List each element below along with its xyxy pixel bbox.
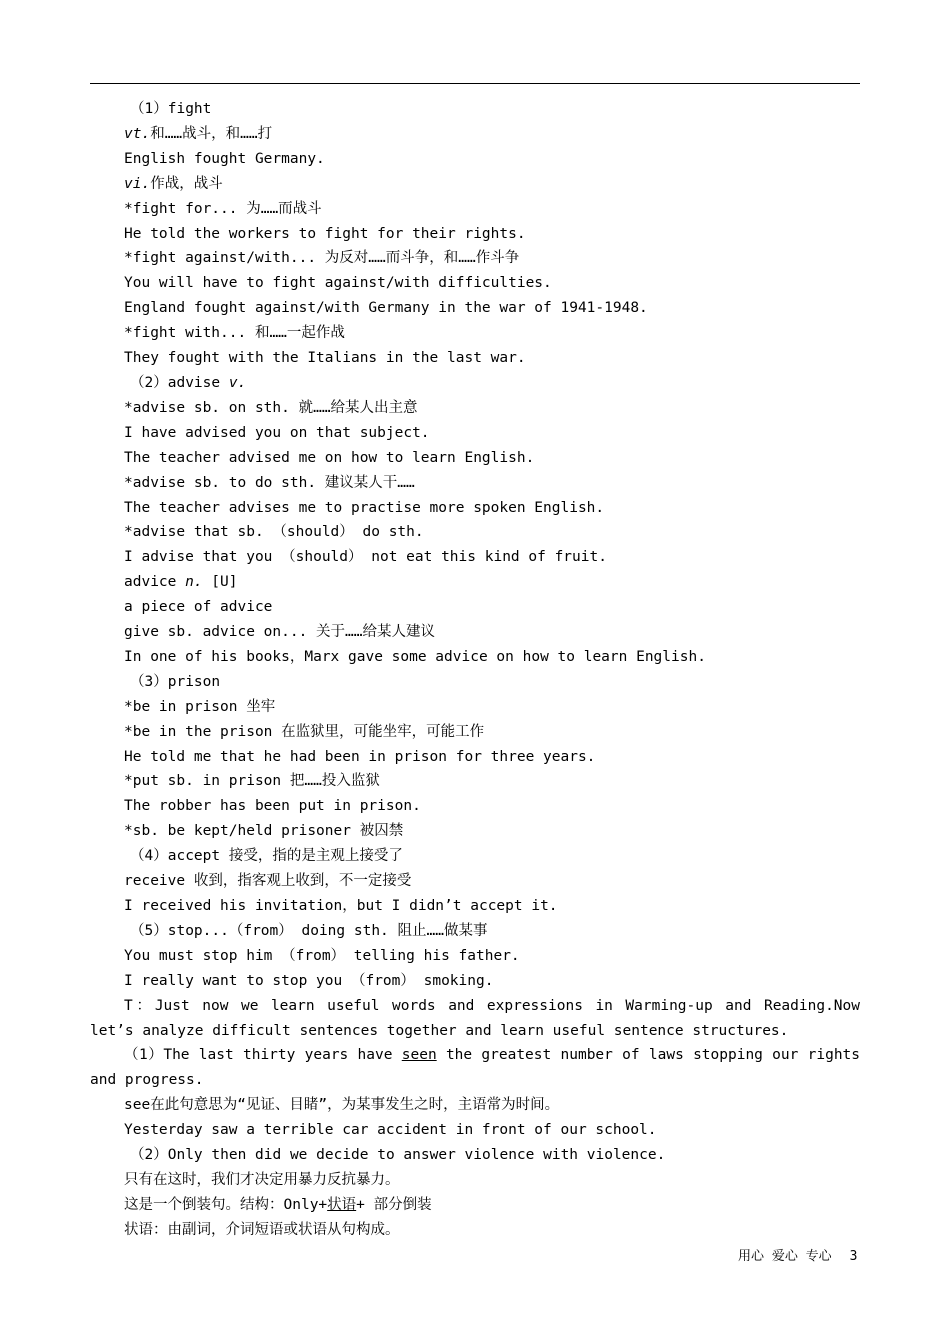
sentence-part: （1）The last thirty years have: [124, 1047, 402, 1064]
translation-line: 只有在这时，我们才决定用暴力反抗暴力。: [124, 1171, 400, 1188]
example-line: In one of his books，Marx gave some advice on how to learn English.: [124, 648, 706, 665]
phrase-line: *be in prison 坐牢: [124, 698, 276, 715]
example-line: I have advised you on that subject.: [124, 424, 430, 441]
structure-part: 这是一个倒装句。结构：Only+: [124, 1196, 328, 1213]
page-number: 3: [849, 1249, 858, 1264]
example-line: He told me that he had been in prison for three years.: [124, 748, 596, 765]
phrase-line: *be in the prison 在监狱里，可能坐牢，可能工作: [124, 723, 485, 740]
heading-fight: （1）fight: [130, 101, 212, 117]
phrase-line: *fight with... 和……一起作战: [124, 325, 345, 342]
example-line: He told the workers to fight for their rights.: [124, 225, 526, 242]
phrase-line: receive 收到，指客观上收到，不一定接受: [124, 873, 412, 890]
definition-line: [90, 172, 860, 197]
heading-accept: （4）accept 接受，指的是主观上接受了: [130, 848, 403, 865]
example-line: Yesterday saw a terrible car accident in front of our school.: [124, 1122, 657, 1139]
phrase-line: *advise that sb. （should） do sth.: [124, 524, 424, 541]
example-line: I received his invitation，but I didn’t accept it.: [124, 898, 558, 914]
page-content: [90, 97, 869, 1243]
sentence-1-paragraph: [90, 1043, 869, 1093]
definition-text: 和……战斗，和……打: [150, 125, 273, 142]
example-line: The teacher advises me to practise more spoken English.: [124, 499, 605, 516]
footer-text: 用心 爱心 专心: [738, 1249, 832, 1264]
phrase-line: *put sb. in prison 把……投入监狱: [124, 773, 380, 790]
explanation-line: see在此句意思为“见证、目睹”，为某事发生之时，主语常为时间。: [124, 1097, 560, 1114]
heading-stop: （5）stop...（from） doing sth. 阻止……做某事: [130, 922, 488, 939]
structure-line: [90, 1193, 860, 1218]
phrase-line: *advise sb. to do sth. 建议某人干……: [124, 474, 415, 491]
heading-text: （2）advise: [130, 374, 229, 391]
phrase-line: a piece of advice: [124, 599, 273, 616]
explanation-line: 状语：由副词，介词短语或状语从句构成。: [124, 1221, 400, 1238]
example-line: You must stop him （from） telling his father.: [124, 947, 520, 964]
definition-line: [90, 122, 860, 147]
example-line: English fought Germany.: [124, 150, 325, 167]
example-line: England fought against/with Germany in the war of 1941-1948.: [124, 300, 648, 317]
sentence-2-line: （2）Only then did we decide to answer violence with violence.: [130, 1147, 666, 1164]
example-line: I advise that you （should） not eat this kind of fruit.: [124, 549, 607, 566]
phrase-line: *fight for... 为……而战斗: [124, 200, 322, 217]
example-line: They fought with the Italians in the last war.: [124, 350, 526, 367]
sentence-part: the greatest number of laws stopping our rights and progress.: [90, 1047, 869, 1089]
example-line: The robber has been put in prison.: [124, 798, 421, 815]
example-line: You will have to fight against/with difficulties.: [124, 275, 552, 292]
countability-label: [U]: [202, 574, 238, 591]
structure-part: + 部分倒装: [356, 1196, 432, 1213]
pos-label: v.: [228, 374, 247, 391]
pos-label: vi.: [124, 175, 151, 192]
phrase-line: give sb. advice on... 关于……给某人建议: [124, 624, 436, 641]
underlined-word: seen: [401, 1047, 437, 1064]
example-line: I really want to stop you （from） smoking.: [124, 972, 494, 989]
heading-prison: （3）prison: [130, 673, 221, 690]
definition-line: [90, 570, 860, 595]
definition-text: 作战，战斗: [150, 175, 223, 192]
header-rule: [90, 83, 860, 84]
underlined-word: 状语: [327, 1196, 357, 1213]
pos-label: n.: [185, 574, 203, 591]
phrase-line: *advise sb. on sth. 就……给某人出主意: [124, 399, 418, 416]
pos-label: vt.: [124, 125, 151, 142]
phrase-line: *fight against/with... 为反对……而斗争，和……作斗争: [124, 250, 520, 267]
teacher-paragraph: T：Just now we learn useful words and expressions in Warming-up and Reading.Now let’s analyze difficult sentences together and learn useful sentence structures.: [90, 997, 869, 1039]
example-line: The teacher advised me on how to learn English.: [124, 449, 535, 466]
page-footer: [738, 1248, 857, 1266]
word-text: advice: [124, 574, 186, 591]
phrase-line: *sb. be kept/held prisoner 被囚禁: [124, 823, 404, 840]
heading-advise: [90, 371, 860, 396]
